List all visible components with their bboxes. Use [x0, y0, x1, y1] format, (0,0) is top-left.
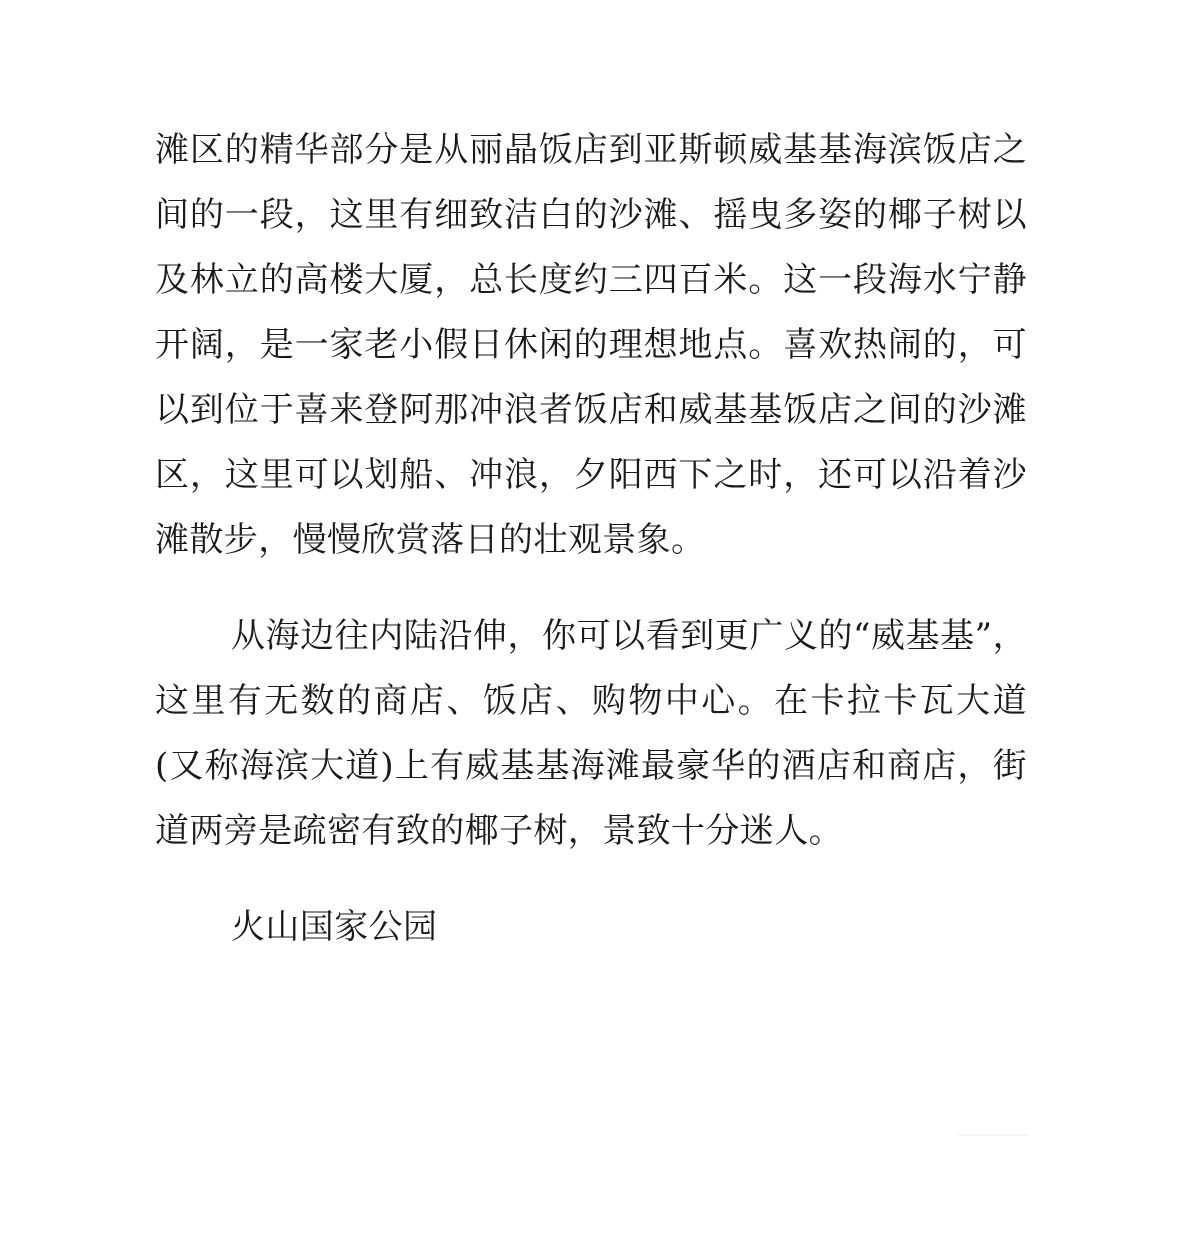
document-page [155, 118, 1027, 960]
faint-scan-mark [958, 1134, 1028, 1136]
paragraph-waikiki-beach-section: 滩区的精华部分是从丽晶饭店到亚斯顿威基基海滨饭店之间的一段，这里有细致洁白的沙滩、摇曳多姿的椰子树以及林立的高楼大厦，总长度约三四百米。这一段海水宁静开阔，是一家老小假日休闲的理想地点。喜欢热闹的，可以到位于喜来登阿那冲浪者饭店和威基基饭店之间的沙滩区，这里可以划船、冲浪，夕阳西下之时，还可以沿着沙滩散步，慢慢欣赏落日的壮观景象。 [155, 130, 1027, 560]
paragraph-inland-waikiki: 从海边往内陆沿伸，你可以看到更广义的“威基基”，这里有无数的商店、饭店、购物中心。在卡拉卡瓦大道(又称海滨大道)上有威基基海滩最豪华的酒店和商店，街道两旁是疏密有致的椰子树，景致十分迷人。 [155, 616, 1027, 851]
section-heading-volcano-park: 火山国家公园 [231, 907, 438, 947]
